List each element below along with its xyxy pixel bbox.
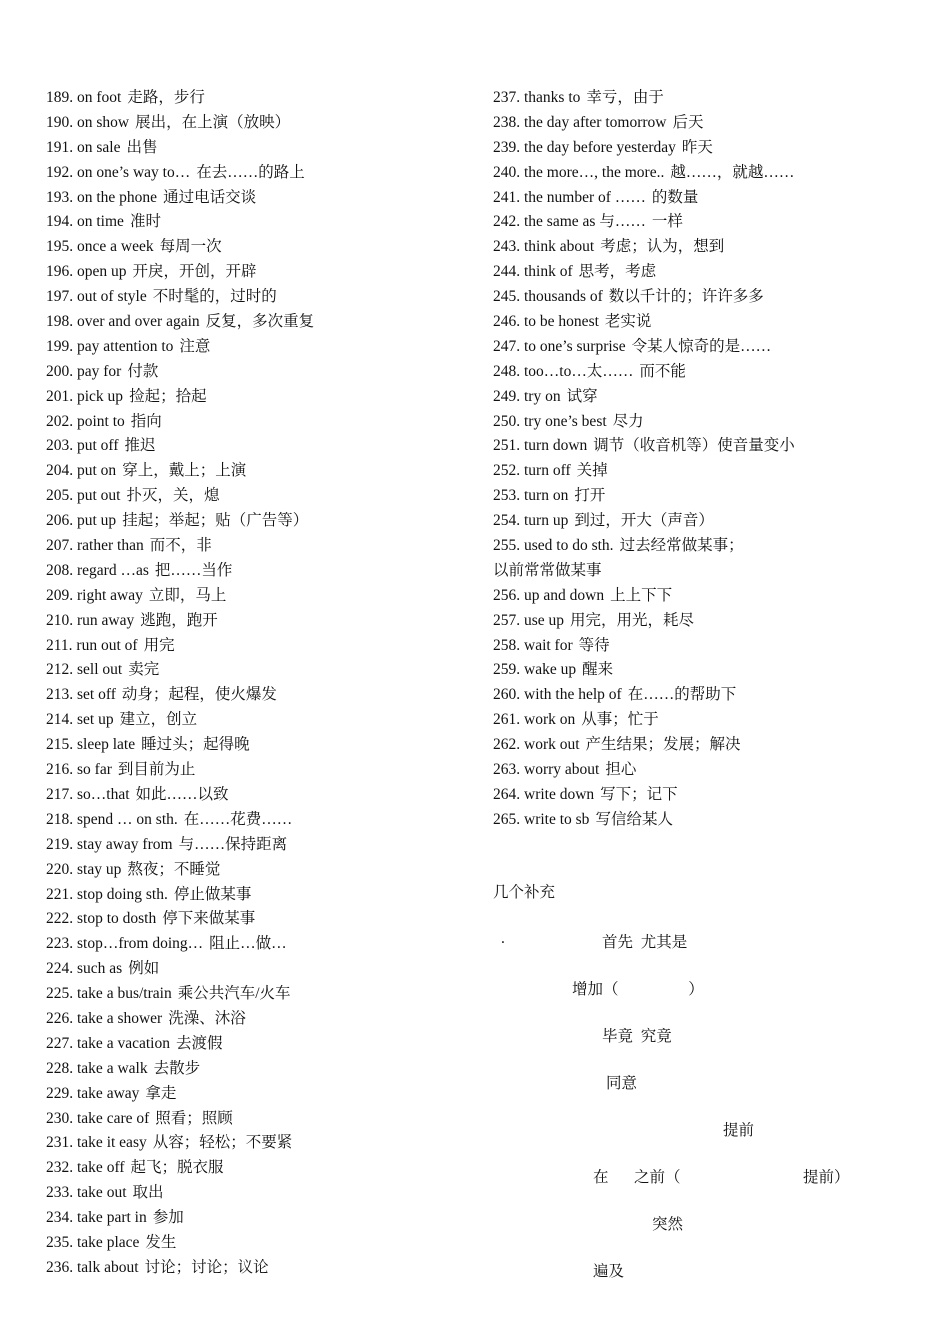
vocab-entry [493,136,913,161]
vocab-entry [46,1007,466,1032]
phrase-english: 247. to one’s surprise [493,337,626,355]
vocab-entry [493,186,913,211]
phrase-english: 198. over and over again [46,313,200,331]
phrase-chinese: 在……花费…… [183,810,293,828]
phrase-chinese: 越……，就越…… [670,163,795,181]
vocab-entry [46,808,466,833]
phrase-chinese: 昨天 [681,138,713,156]
phrase-chinese: 调节（收音机等）使音量变小 [593,437,795,455]
supplement-line-8: 遍及 [593,1263,625,1280]
vocab-entry [46,733,466,758]
phrase-english: 239. the day before yesterday [493,138,676,156]
phrase-english: 223. stop…from doing… [46,935,204,953]
phrase-chinese: 熬夜；不睡觉 [127,860,221,878]
supplement-line-6a: 在 [593,1169,609,1186]
phrase-chinese: 上上下下 [610,586,673,604]
vocab-entry [46,982,466,1007]
phrase-english: 193. on the phone [46,188,158,206]
phrase-english: 194. on time [46,213,124,231]
vocab-entry [493,360,913,385]
phrase-english: 216. so far [46,761,112,779]
phrase-chinese: 一样 [651,213,683,231]
phrase-english: 241. the number of …… [493,188,646,206]
phrase-chinese: 注意 [179,337,211,355]
phrase-chinese: 到过，开大（声音） [574,512,714,530]
vocab-entry [493,783,913,808]
right-column [493,86,913,833]
phrase-chinese: 把……当作 [154,561,233,579]
phrase-chinese: 指向 [130,412,162,430]
vocab-entry [493,161,913,186]
phrase-chinese: 在去……的路上 [196,163,305,181]
phrase-english: 214. set up [46,711,114,729]
phrase-chinese: 而不能 [639,362,686,380]
phrase-chinese: 付款 [127,362,159,380]
phrase-english: 260. with the help of [493,686,622,704]
vocab-entry [46,559,466,584]
vocab-entry [493,86,913,111]
phrase-chinese: 老实说 [604,313,652,331]
phrase-chinese: 令某人惊奇的是…… [631,337,772,355]
vocab-entry [493,758,913,783]
vocab-entry [493,285,913,310]
vocab-entry [46,360,466,385]
phrase-english: 201. pick up [46,387,124,405]
vocab-entry [493,584,913,609]
phrase-english: 221. stop doing sth. [46,885,168,903]
vocab-entry [493,235,913,260]
vocab-entry [46,708,466,733]
vocab-entry [46,484,466,509]
vocab-entry [46,833,466,858]
phrase-chinese: 展出，在上演（放映） [135,113,291,131]
phrase-english: 191. on sale [46,138,121,156]
phrase-english: 219. stay away from [46,835,173,853]
vocab-entry [493,658,913,683]
phrase-english: 250. try one’s best [493,412,607,430]
phrase-english: 251. turn down [493,437,588,455]
phrase-chinese: 如此……以致 [135,785,229,803]
phrase-chinese: 数以千计的；许许多多 [608,288,764,306]
vocab-entry [46,136,466,161]
phrase-english: 257. use up [493,611,565,629]
phrase-chinese: 幸亏，由于 [586,89,664,106]
vocab-entry [46,634,466,659]
vocab-entry [46,111,466,136]
phrase-chinese: 洗澡、沐浴 [168,1009,246,1027]
phrase-english: 197. out of style [46,288,147,306]
vocab-entry [493,484,913,509]
supplement-line-1: 首先 尤其是 [602,934,688,951]
supplement-line-5: 提前 [723,1122,755,1139]
phrase-chinese: 建立，创立 [119,711,198,729]
supplement-dot: . [501,930,505,947]
vocab-entry [493,410,913,435]
vocab-entry [493,708,913,733]
phrase-english: 217. so…that [46,785,130,803]
phrase-english: 215. sleep late [46,736,136,754]
phrase-chinese: 出售 [126,138,158,156]
phrase-english: 218. spend … on sth. [46,810,178,828]
vocab-entry [46,1231,466,1256]
phrase-english: 202. point to [46,412,125,430]
vocab-entry [46,1032,466,1057]
vocab-entry [493,634,913,659]
vocab-entry [46,609,466,634]
vocab-entry [46,235,466,260]
phrase-chinese: 去渡假 [175,1034,223,1052]
phrase-chinese: 停止做某事 [173,885,252,903]
vocab-entry [46,1156,466,1181]
supplement-line-6b: 之前（ [634,1169,681,1186]
phrase-chinese: 试穿 [566,387,598,405]
phrase-english: 258. wait for [493,636,573,654]
vocab-entry [46,434,466,459]
vocab-entry [46,883,466,908]
vocab-entry [46,210,466,235]
vocab-entry [46,683,466,708]
phrase-chinese: 后天 [672,113,704,131]
vocab-entry [46,1256,466,1281]
vocab-entry [493,260,913,285]
phrase-chinese: 与……保持距离 [178,835,288,853]
phrase-chinese: 动身；起程，使火爆发 [121,686,277,704]
phrase-chinese: 从容；轻松；不要紧 [152,1134,293,1152]
phrase-chinese: 捡起；拾起 [129,387,207,405]
phrase-chinese: 不时髦的，过时的 [152,288,277,306]
phrase-english: 265. write to sb [493,810,590,828]
phrase-chinese: 从事；忙于 [581,711,659,729]
phrase-english: 233. take out [46,1184,127,1202]
phrase-english: 255. used to do sth. [493,537,614,555]
vocab-entry [493,210,913,235]
supplement-line-4: 同意 [606,1075,638,1092]
phrase-chinese: 醒来 [582,661,614,679]
phrase-english: 249. try on [493,387,561,405]
vocab-entry [46,161,466,186]
phrase-english: 222. stop to dosth [46,910,157,928]
phrase-english: 213. set off [46,686,116,704]
vocab-entry [46,932,466,957]
phrase-english: 243. think about [493,238,595,256]
phrase-chinese: 打开 [574,487,606,505]
phrase-english: 246. to be honest [493,313,599,331]
phrase-english: 207. rather than [46,537,144,555]
phrase-chinese: 停下来做某事 [162,910,256,928]
vocab-entry [46,335,466,360]
supplement-line-3: 毕竟 究竟 [602,1028,672,1045]
vocab-entry [493,808,913,833]
phrase-chinese: 讨论；讨论；议论 [144,1258,269,1276]
vocab-entry [493,683,913,708]
phrase-english: 192. on one’s way to… [46,163,191,181]
phrase-chinese: 用完，用光，耗尽 [570,611,695,629]
phrase-english: 209. right away [46,586,143,604]
phrase-chinese: 考虑；认为，想到 [600,238,725,256]
vocab-entry [493,310,913,335]
vocab-entry [46,957,466,982]
phrase-english: 211. run out of [46,636,138,654]
phrase-chinese: 穿上，戴上；上演 [122,462,247,480]
vocab-entry [46,1107,466,1132]
vocab-entry [493,111,913,136]
vocab-entry [493,335,913,360]
phrase-chinese: 立即，马上 [148,586,227,604]
phrase-english: 220. stay up [46,860,122,878]
phrase-chinese: 发生 [145,1233,177,1251]
phrase-english: 以前常常做某事 [493,561,602,579]
phrase-chinese: 反复，多次重复 [205,313,315,331]
vocab-entry [46,658,466,683]
phrase-chinese: 取出 [132,1184,164,1202]
vocab-entry [493,509,913,534]
phrase-chinese: 挂起；举起；贴（广告等） [122,512,309,530]
phrase-chinese: 通过电话交谈 [163,188,257,206]
phrase-english: 212. sell out [46,661,123,679]
phrase-english: 196. open up [46,263,127,281]
vocab-entry [46,783,466,808]
vocab-entry [46,186,466,211]
vocab-entry [493,434,913,459]
phrase-english: 234. take part in [46,1209,147,1227]
phrase-english: 238. the day after tomorrow [493,113,667,131]
phrase-english: 261. work on [493,711,576,729]
vocab-entry [493,733,913,758]
phrase-english: 205. put out [46,487,121,505]
phrase-english: 227. take a vacation [46,1034,170,1052]
vocab-entry [46,385,466,410]
vocab-entry [46,758,466,783]
vocab-entry [46,86,466,111]
vocab-entry [46,1057,466,1082]
phrase-chinese: 担心 [605,761,637,779]
vocab-entry [46,310,466,335]
supplement-line-7: 突然 [652,1216,684,1233]
phrase-chinese: 而不，非 [149,537,212,555]
phrase-chinese: 开戾，开创，开辟 [132,263,257,281]
phrase-english: 254. turn up [493,512,569,530]
phrase-chinese: 到目前为止 [117,761,196,779]
phrase-english: 195. once a week [46,238,154,256]
phrase-english: 224. such as [46,960,123,978]
vocab-entry [493,559,913,584]
phrase-chinese: 写下；记下 [600,785,678,803]
vocab-entry [46,260,466,285]
supplement-title: 几个补充 [493,884,556,901]
phrase-chinese: 写信给某人 [595,810,673,828]
phrase-english: 236. talk about [46,1258,139,1276]
phrase-chinese: 起飞；脱衣服 [130,1159,224,1177]
phrase-chinese: 在……的帮助下 [627,686,737,704]
vocab-entry [493,385,913,410]
phrase-english: 203. put off [46,437,119,455]
phrase-english: 256. up and down [493,586,605,604]
phrase-chinese: 等待 [578,636,610,654]
vocab-entry [46,534,466,559]
vocab-entry [46,1206,466,1231]
phrase-english: 199. pay attention to [46,337,174,355]
phrase-english: 208. regard …as [46,561,149,579]
phrase-english: 230. take care of [46,1109,150,1127]
vocab-entry [46,459,466,484]
phrase-chinese: 阻止…做… [209,935,287,953]
phrase-english: 231. take it easy [46,1134,147,1152]
supplement-line-6c: 提前） [803,1169,850,1186]
phrase-chinese: 过去经常做某事； [619,537,744,555]
vocab-entry [46,1181,466,1206]
phrase-english: 259. wake up [493,661,577,679]
vocab-entry [493,609,913,634]
phrase-chinese: 去散步 [153,1059,201,1077]
vocab-entry [493,534,913,559]
phrase-chinese: 参加 [152,1209,184,1227]
phrase-chinese: 乘公共汽车/火车 [177,985,291,1003]
phrase-chinese: 用完 [143,636,175,654]
phrase-english: 229. take away [46,1084,140,1102]
vocab-entry [46,509,466,534]
phrase-english: 225. take a bus/train [46,985,172,1003]
phrase-chinese: 产生结果；发展；解决 [585,736,741,754]
vocab-entry [46,285,466,310]
phrase-english: 235. take place [46,1233,140,1251]
phrase-english: 200. pay for [46,362,122,380]
phrase-english: 262. work out [493,736,580,754]
vocab-entry [46,410,466,435]
phrase-english: 242. the same as 与…… [493,213,646,231]
phrase-chinese: 卖完 [128,661,160,679]
phrase-english: 248. too…to…太…… [493,362,634,380]
vocab-entry [46,1082,466,1107]
vocab-entry [46,584,466,609]
phrase-english: 189. on foot [46,89,122,106]
phrase-english: 204. put on [46,462,117,480]
phrase-english: 206. put up [46,512,117,530]
phrase-english: 252. turn off [493,462,571,480]
phrase-english: 253. turn on [493,487,569,505]
phrase-chinese: 照看；照顾 [155,1109,233,1127]
phrase-english: 226. take a shower [46,1009,163,1027]
phrase-english: 240. the more…, the more.. [493,163,665,181]
phrase-chinese: 尽力 [612,412,644,430]
phrase-english: 244. think of [493,263,573,281]
phrase-chinese: 例如 [128,960,160,978]
phrase-chinese: 拿走 [145,1084,177,1102]
phrase-english: 232. take off [46,1159,125,1177]
vocab-entry [493,459,913,484]
phrase-chinese: 的数量 [651,188,699,206]
phrase-english: 264. write down [493,785,595,803]
phrase-chinese: 扑灭，关，熄 [126,487,220,505]
phrase-english: 190. on show [46,113,130,131]
left-column [46,86,466,1281]
supplement-line-2: 增加（ ） [572,981,704,998]
phrase-english: 245. thousands of [493,288,603,306]
phrase-chinese: 推迟 [124,437,156,455]
phrase-english: 228. take a walk [46,1059,148,1077]
phrase-chinese: 关掉 [576,462,608,480]
vocab-entry [46,858,466,883]
phrase-chinese: 逃跑，跑开 [140,611,218,629]
phrase-english: 237. thanks to [493,89,581,106]
phrase-chinese: 睡过头；起得晚 [141,736,250,754]
phrase-chinese: 每周一次 [159,238,222,256]
phrase-english: 210. run away [46,611,135,629]
vocab-entry [46,1131,466,1156]
phrase-chinese: 思考，考虑 [578,263,657,281]
phrase-chinese: 走路，步行 [127,89,205,106]
phrase-english: 263. worry about [493,761,600,779]
vocab-entry [46,907,466,932]
phrase-chinese: 准时 [129,213,161,231]
